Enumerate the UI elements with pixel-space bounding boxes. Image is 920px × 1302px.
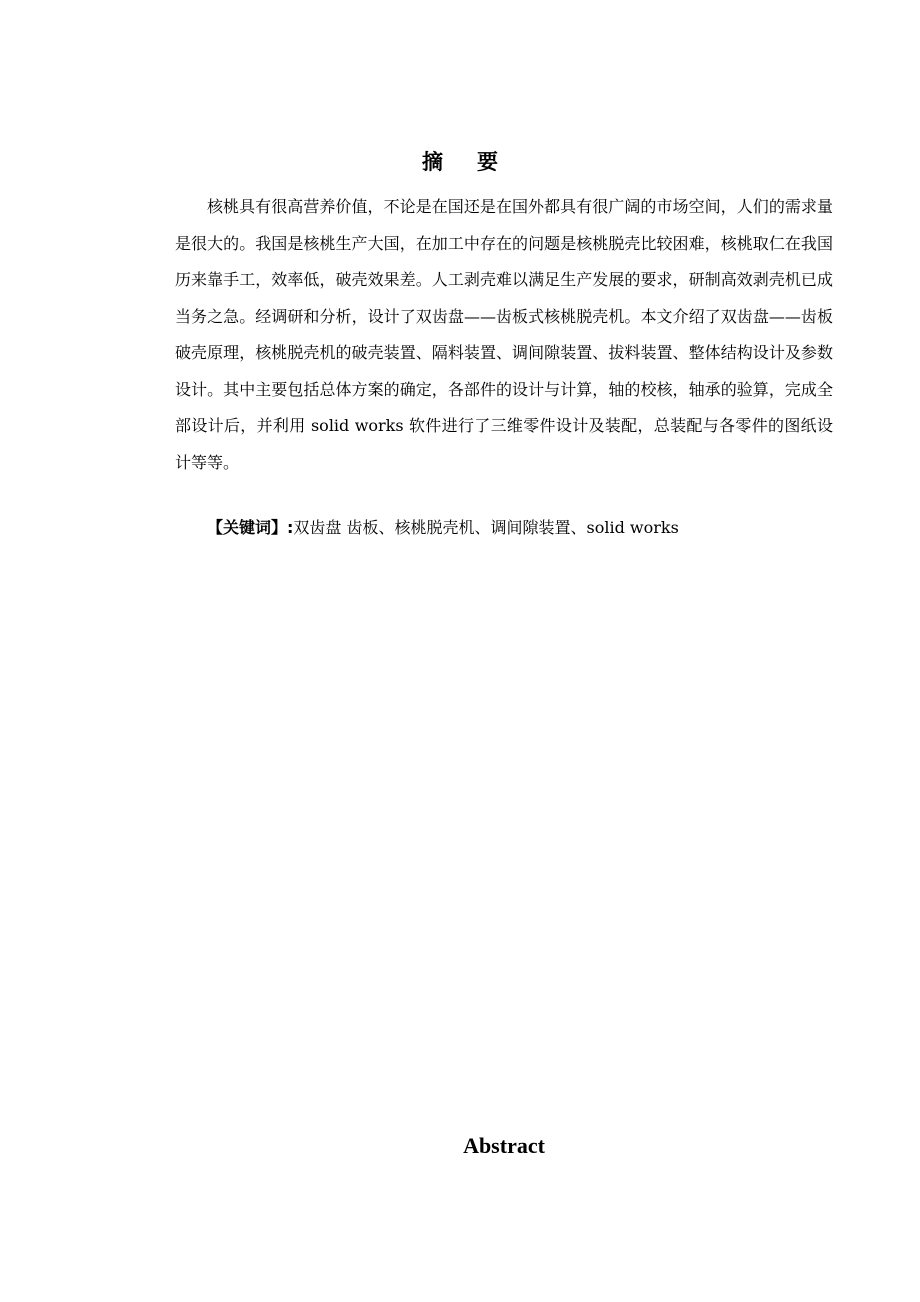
keywords-label: 【关键词】: [207,518,294,537]
abstract-body-cn: 核桃具有很高营养价值，不论是在国还是在国外都具有很广阔的市场空间，人们的需求量是很大的。我国是核桃生产大国，在加工中存在的问题是核桃脱壳比较困难，核桃取仁在我国历来靠手工，效率低，破壳效果差。人工剥壳难以满足生产发展的要求，研制高效剥壳机已成当务之急。经调研和分析，设计了双齿盘——齿板式核桃脱壳机。本文介绍了双齿盘——齿板破壳原理，核桃脱壳机的破壳装置、隔料装置、调间隙装置、拔料装置、整体结构设计及参数设计。其中主要包括总体方案的确定，各部件的设计与计算，轴的校核，轴承的验算，完成全部设计后，并利用 solid works 软件进行了三维零件设计及装配，总装配与各零件的图纸设计等等。 [175,197,833,472]
abstract-title-en: Abstract [463,1133,545,1158]
keywords-text: 双齿盘 齿板、核桃脱壳机、调间隙装置、solid works [293,518,679,537]
keywords-line [207,512,847,544]
abstract-title-cn: 摘要 [422,149,532,174]
